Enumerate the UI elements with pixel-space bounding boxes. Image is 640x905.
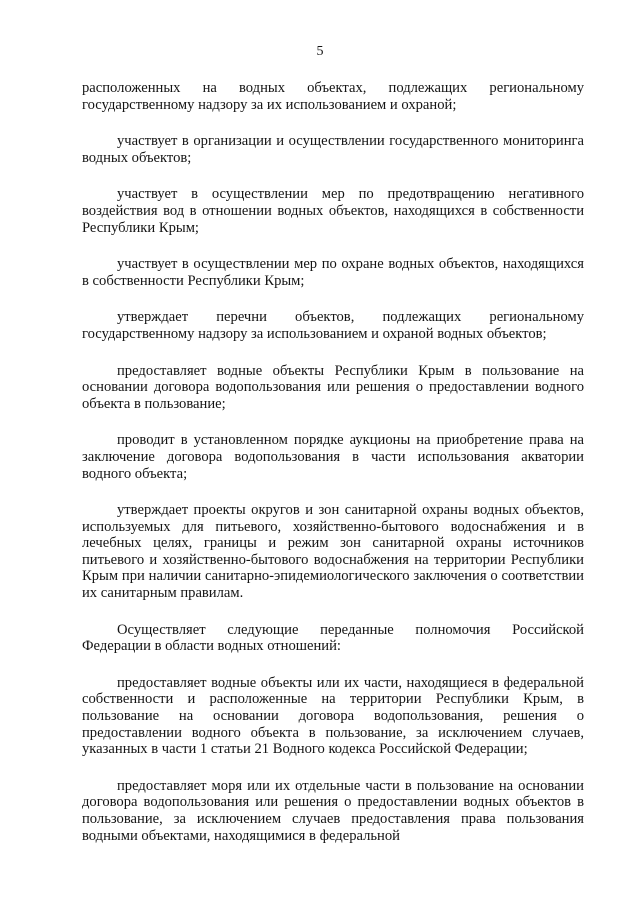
paragraph-11: предоставляет моря или их отдельные части в пользование на основании договора водопользования или решения о предоставлении водных объектов в пользование, за исключением случаев предоставления права пользования водными объектами, находящимися в федеральной: [82, 777, 584, 844]
paragraph-6: предоставляет водные объекты Республики Крым в пользование на основании договора водопользования или решения о предоставлении водного объекта в пользование;: [82, 362, 584, 412]
document-body: [82, 80, 584, 844]
paragraph-3: участвует в осуществлении мер по предотвращению негативного воздействия вод в отношении водных объектов, находящихся в собственности Республики Крым;: [82, 186, 584, 236]
paragraph-10: предоставляет водные объекты или их части, находящиеся в федеральной собственности и расположенные на территории Республики Крым, в пользование на основании договора водопользования, решения о предоставлении водного объекта в пользование, за исключением случаев, указанных в части 1 статьи 21 Водного кодекса Российской Федерации;: [82, 674, 584, 758]
paragraph-1: расположенных на водных объектах, подлежащих региональному государственному надзору за их использованием и охраной;: [82, 80, 584, 113]
paragraph-8: утверждает проекты округов и зон санитарной охраны водных объектов, используемых для питьевого, хозяйственно-бытового водоснабжения и в лечебных целях, границы и режим зон санитарной охраны источников питьевого и хозяйственно-бытового водоснабжения на территории Республики Крым при наличии санитарно-эпидемиологического заключения о соответствии их санитарным правилам.: [82, 502, 584, 602]
paragraph-9: Осуществляет следующие переданные полномочия Российской Федерации в области водных отношений:: [82, 621, 584, 655]
paragraph-5: утверждает перечни объектов, подлежащих региональному государственному надзору за использованием и охраной водных объектов;: [82, 309, 584, 342]
page-number: 5: [316, 44, 324, 59]
paragraph-4: участвует в осуществлении мер по охране водных объектов, находящихся в собственности Республики Крым;: [82, 256, 584, 289]
paragraph-7: проводит в установленном порядке аукционы на приобретение права на заключение договора водопользования в части использования акватории водного объекта;: [82, 432, 584, 482]
paragraph-2: участвует в организации и осуществлении государственного мониторинга водных объектов;: [82, 133, 584, 166]
